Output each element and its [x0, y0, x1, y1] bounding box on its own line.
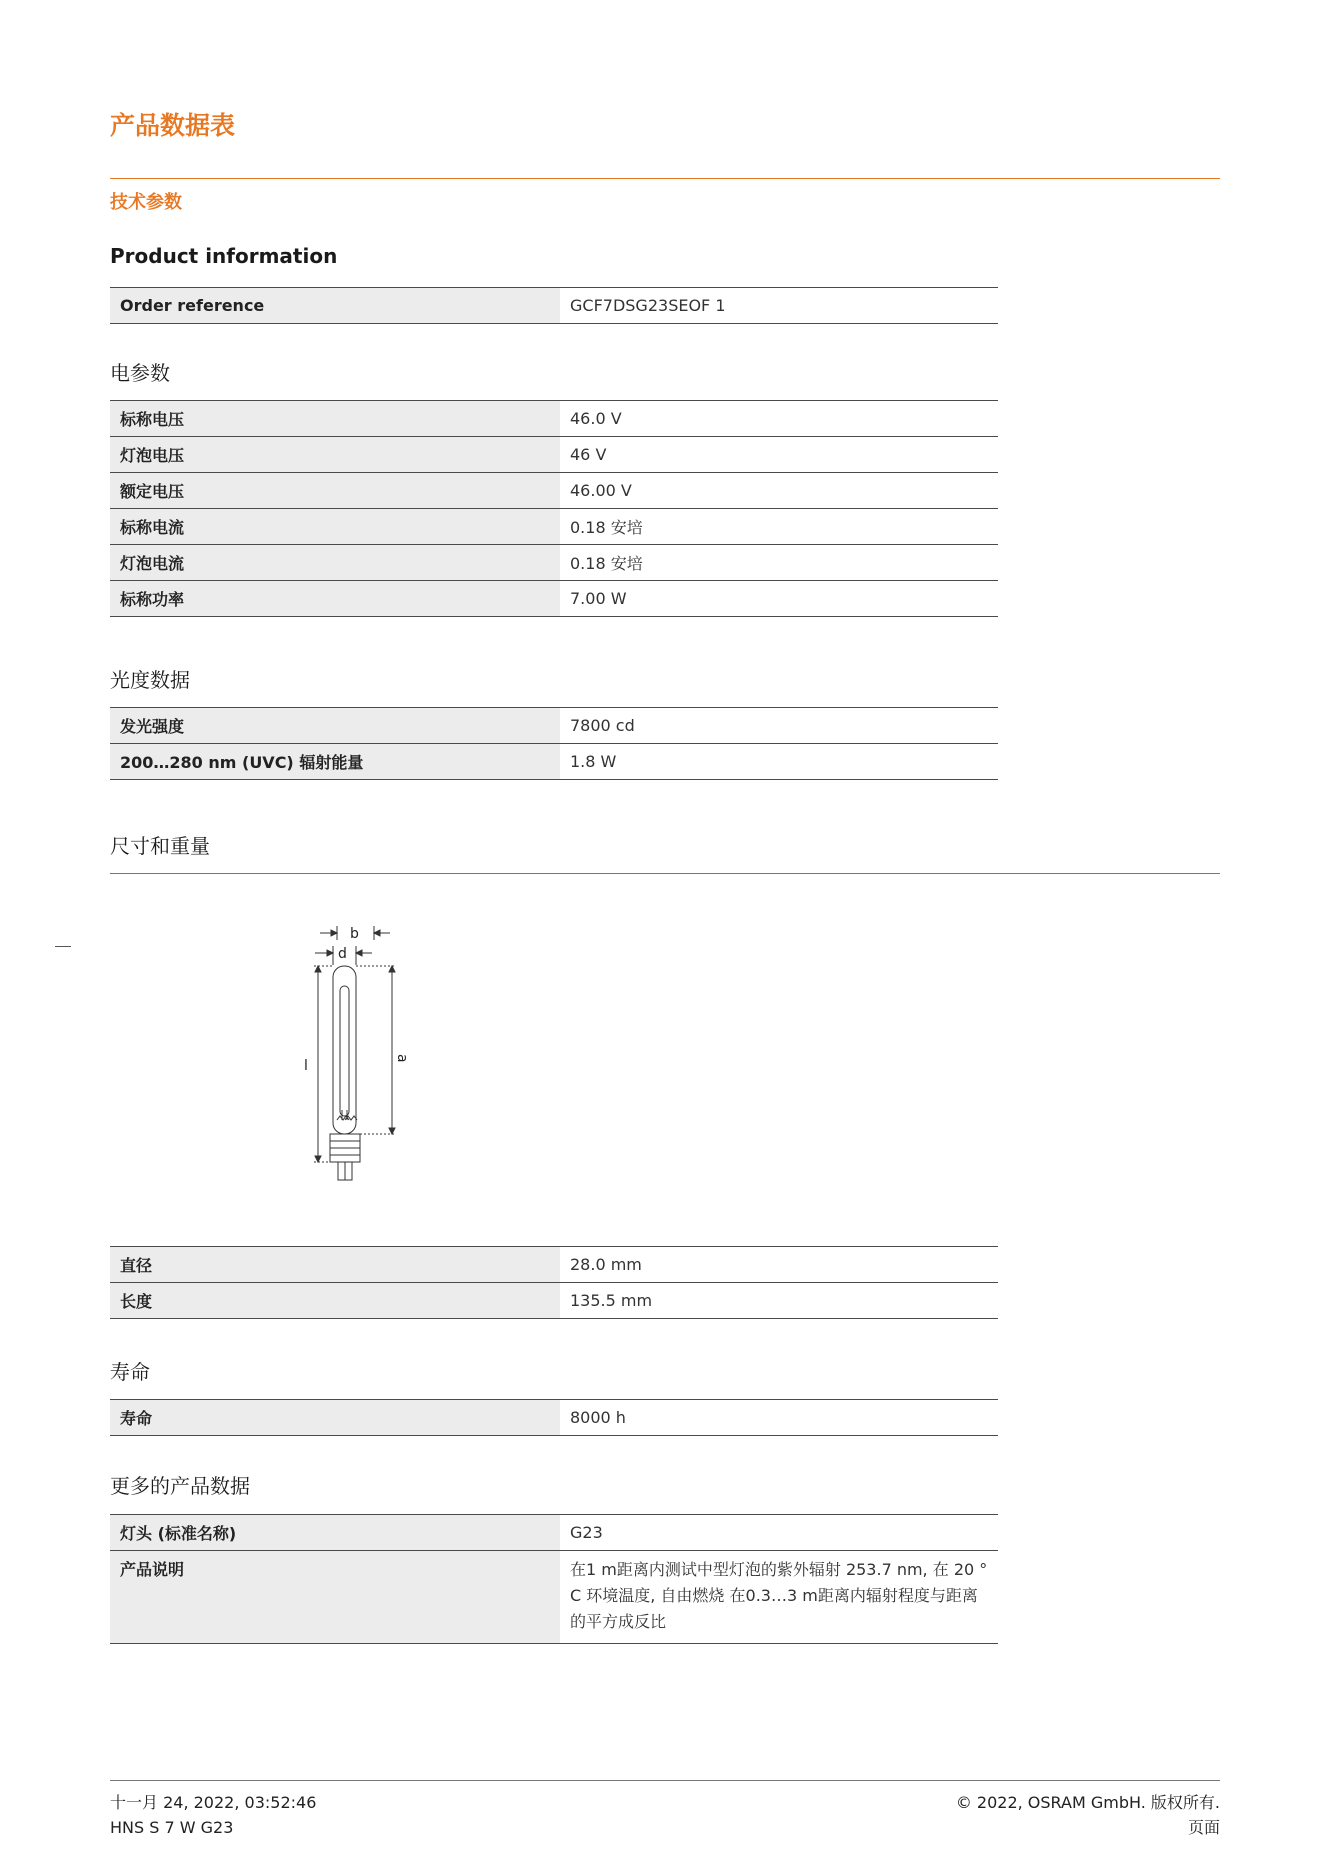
row-value: 7800 cd	[560, 708, 998, 744]
table-row	[110, 473, 998, 509]
row-value: 在1 m距离内测试中型灯泡的紫外辐射 253.7 nm, 在 20 ° C 环境温度, 自由燃烧 在0.3…3 m距离内辐射程度与距离的平方成反比	[560, 1551, 998, 1644]
dimensions-divider	[110, 873, 1220, 874]
diagram-label-d: d	[338, 946, 347, 962]
footer-copyright: © 2022, OSRAM GmbH. 版权所有.	[955, 1793, 1220, 1812]
row-value: 7.00 W	[560, 581, 998, 617]
section-title-additional: 更多的产品数据	[110, 1474, 250, 1498]
header-divider	[110, 178, 1220, 179]
row-value: 28.0 mm	[560, 1247, 998, 1283]
footer-divider	[110, 1780, 1220, 1781]
row-label: 额定电压	[110, 473, 560, 509]
row-label: 200…280 nm (UVC) 辐射能量	[110, 744, 560, 780]
table-row	[110, 1515, 998, 1551]
diagram-label-b: b	[350, 926, 359, 942]
row-label: 发光强度	[110, 708, 560, 744]
row-label: 灯头 (标准名称)	[110, 1515, 560, 1551]
table-row	[110, 1247, 998, 1283]
row-value: 46.0 V	[560, 401, 998, 437]
section-title-lifespan: 寿命	[110, 1360, 150, 1384]
footer-page-label: 页面	[1187, 1818, 1220, 1837]
diagram-label-l: l	[304, 1058, 308, 1074]
row-value: 1.8 W	[560, 744, 998, 780]
electrical-table	[110, 400, 998, 617]
table-row	[110, 744, 998, 780]
section-title-product-information: Product information	[110, 244, 338, 268]
row-label: 标称功率	[110, 581, 560, 617]
document-subtitle: 技术参数	[110, 192, 182, 213]
margin-mark	[55, 946, 71, 947]
table-row	[110, 288, 998, 324]
table-row	[110, 581, 998, 617]
row-label: 长度	[110, 1283, 560, 1319]
row-label: 标称电压	[110, 401, 560, 437]
footer-date: 十一月 24, 2022, 03:52:46	[110, 1793, 317, 1812]
photometric-table	[110, 707, 998, 780]
row-value: 0.18 安培	[560, 509, 998, 545]
row-label: 直径	[110, 1247, 560, 1283]
table-row	[110, 545, 998, 581]
row-value: 8000 h	[560, 1400, 998, 1436]
row-value: 46 V	[560, 437, 998, 473]
product-information-table	[110, 287, 998, 324]
row-value: 0.18 安培	[560, 545, 998, 581]
table-row	[110, 1551, 998, 1644]
footer-product-name: HNS S 7 W G23	[110, 1818, 234, 1837]
table-row	[110, 401, 998, 437]
row-label: 灯泡电流	[110, 545, 560, 581]
row-value: GCF7DSG23SEOF 1	[560, 288, 998, 324]
table-row	[110, 1283, 998, 1319]
section-title-photometric: 光度数据	[110, 668, 190, 692]
table-row	[110, 1400, 998, 1436]
diagram-label-a: a	[394, 1054, 410, 1063]
section-title-electrical: 电参数	[110, 361, 170, 385]
row-label: 寿命	[110, 1400, 560, 1436]
row-label: 灯泡电压	[110, 437, 560, 473]
row-value: 46.00 V	[560, 473, 998, 509]
document-title: 产品数据表	[110, 111, 236, 140]
table-row	[110, 509, 998, 545]
lamp-dimension-diagram	[300, 920, 420, 1200]
dimensions-table	[110, 1246, 998, 1319]
row-label: 产品说明	[110, 1551, 560, 1644]
row-value: 135.5 mm	[560, 1283, 998, 1319]
table-row	[110, 437, 998, 473]
additional-table	[110, 1514, 998, 1644]
row-value: G23	[560, 1515, 998, 1551]
row-label: 标称电流	[110, 509, 560, 545]
row-label: Order reference	[110, 288, 560, 324]
lifespan-table	[110, 1399, 998, 1436]
table-row	[110, 708, 998, 744]
section-title-dimensions: 尺寸和重量	[110, 834, 210, 858]
